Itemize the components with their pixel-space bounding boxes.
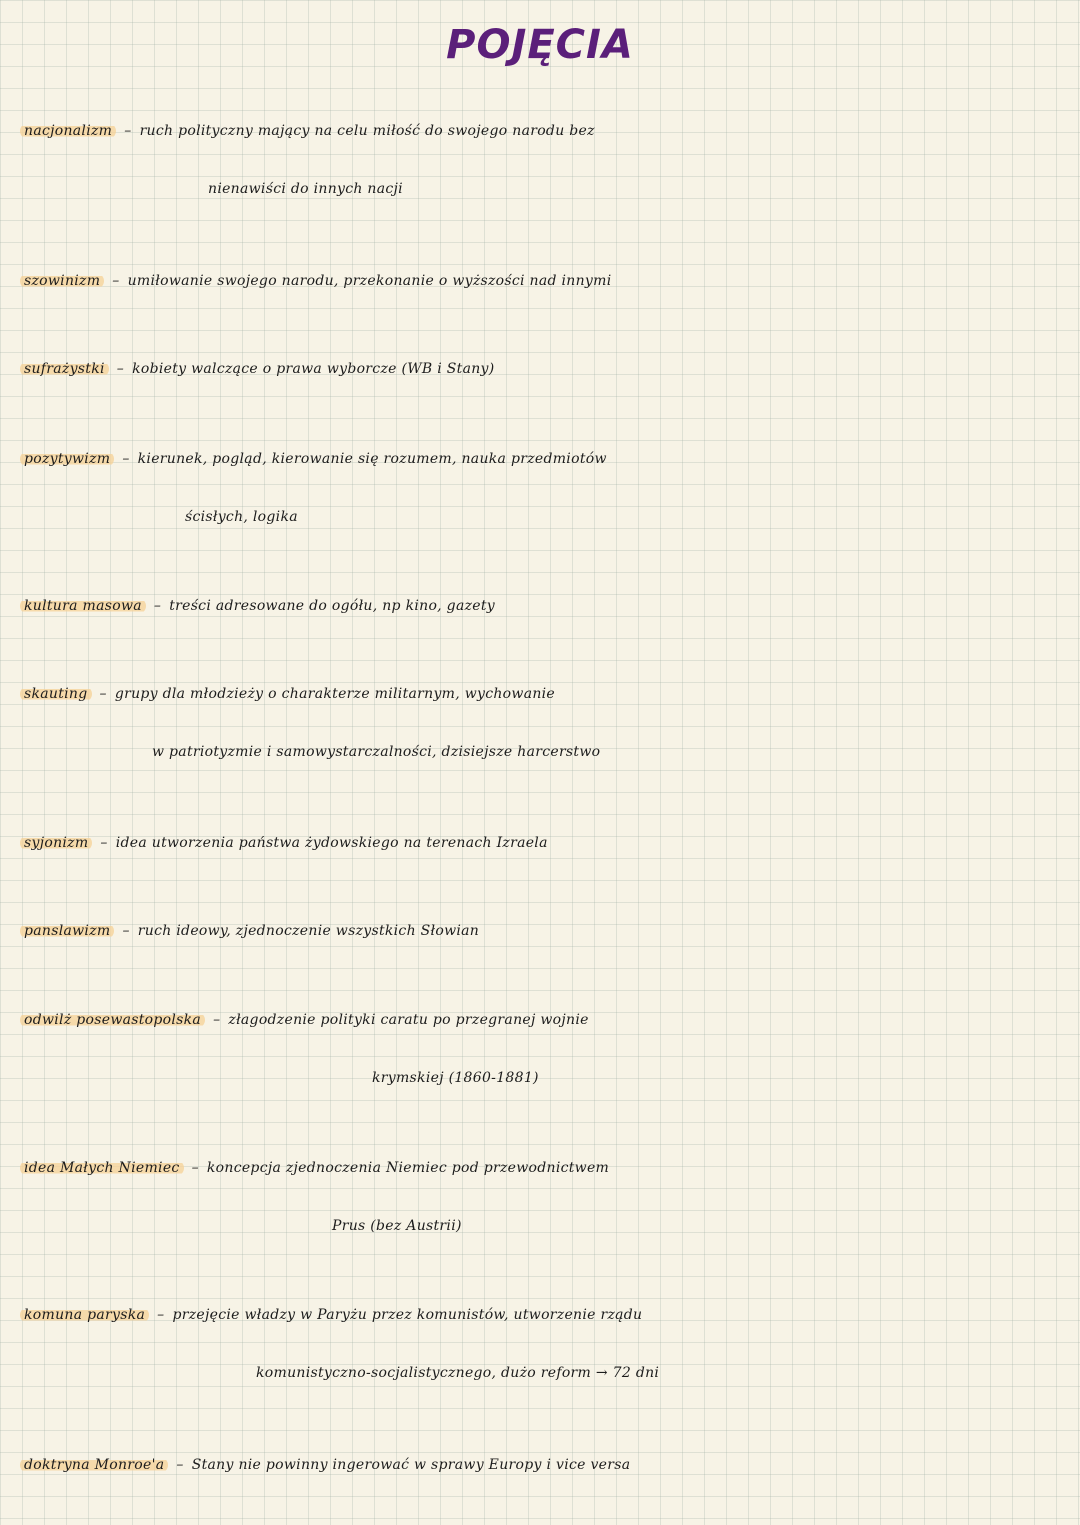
entry-term: nacjonalizm bbox=[20, 123, 116, 139]
entry-kultura-masowa bbox=[20, 577, 1065, 635]
entry-line-2: nienawiści do innych nacji bbox=[208, 181, 403, 197]
entry-doktryna-monroea bbox=[20, 1436, 1065, 1494]
entry-komuna-paryska bbox=[20, 1286, 1065, 1402]
entry-skauting bbox=[20, 665, 1065, 781]
entry-dash: – bbox=[124, 123, 132, 139]
entry-idea-malych-niemiec bbox=[20, 1139, 1065, 1255]
entry-line-1 bbox=[20, 1139, 1065, 1197]
entry-line-1 bbox=[20, 902, 1065, 960]
entry-line-1 bbox=[20, 814, 1065, 872]
entry-dash: – bbox=[99, 686, 107, 702]
entry-szowinizm bbox=[20, 252, 1065, 310]
entry-dash: – bbox=[122, 923, 130, 939]
entry-definition: Stany nie powinny ingerować w sprawy Europy i vice versa bbox=[191, 1457, 631, 1473]
entry-dash: – bbox=[191, 1160, 199, 1176]
entry-term: odwilż posewastopolska bbox=[20, 1012, 205, 1028]
entry-panslawizm bbox=[20, 902, 1065, 960]
entry-dash: – bbox=[112, 273, 120, 289]
entry-term: syjonizm bbox=[20, 835, 92, 851]
entry-nacjonalizm bbox=[20, 102, 1065, 218]
entry-term: komuna paryska bbox=[20, 1307, 149, 1323]
entry-line-1 bbox=[20, 430, 1065, 488]
entry-syjonizm bbox=[20, 814, 1065, 872]
entry-definition: ruch polityczny mający na celu miłość do swojego narodu bez bbox=[139, 123, 595, 139]
entry-definition: idea utworzenia państwa żydowskiego na terenach Izraela bbox=[115, 835, 548, 851]
entry-line-1 bbox=[20, 1436, 1065, 1494]
entry-dash: – bbox=[153, 598, 162, 614]
entry-line-2: ścisłych, logika bbox=[185, 509, 298, 525]
entry-line-2: w patriotyzmie i samowystarczalności, dzisiejsze harcerstwo bbox=[152, 744, 601, 760]
entry-definition: koncepcja zjednoczenia Niemiec pod przewodnictwem bbox=[206, 1160, 610, 1176]
entry-dash: – bbox=[116, 361, 125, 377]
entry-definition: umiłowanie swojego narodu, przekonanie o wyższości nad innymi bbox=[127, 273, 612, 289]
entry-line-1 bbox=[20, 102, 1065, 160]
entry-term: idea Małych Niemiec bbox=[20, 1160, 184, 1176]
entry-line-2: komunistyczno-socjalistycznego, dużo reform → 72 dni bbox=[256, 1365, 660, 1381]
entry-line-1 bbox=[20, 340, 1065, 398]
entry-definition: treści adresowane do ogółu, np kino, gazety bbox=[169, 598, 495, 614]
entry-pozytywizm bbox=[20, 430, 1065, 546]
entry-line-2: Prus (bez Austrii) bbox=[332, 1218, 462, 1234]
entry-term: szowinizm bbox=[20, 273, 104, 289]
entry-line-1 bbox=[20, 252, 1065, 310]
entry-definition: złagodzenie polityki caratu po przegranej wojnie bbox=[228, 1012, 589, 1028]
entry-dash: – bbox=[122, 451, 130, 467]
entry-dash: – bbox=[213, 1012, 221, 1028]
entry-definition: kierunek, pogląd, kierowanie się rozumem, nauka przedmiotów bbox=[137, 451, 607, 467]
entry-dash: – bbox=[176, 1457, 184, 1473]
entry-term: doktryna Monroe'a bbox=[20, 1457, 168, 1473]
entry-odwilz-posewastopolska bbox=[20, 991, 1065, 1107]
entry-term: kultura masowa bbox=[20, 598, 146, 614]
entry-definition: grupy dla młodzieży o charakterze militarnym, wychowanie bbox=[114, 686, 556, 702]
entry-definition: przejęcie władzy w Paryżu przez komunistów, utworzenie rządu bbox=[172, 1307, 643, 1323]
entry-sufrazystki bbox=[20, 340, 1065, 398]
entry-term: skauting bbox=[20, 686, 92, 702]
entry-line-1 bbox=[20, 991, 1065, 1049]
entry-definition: kobiety walczące o prawa wyborcze (WB i Stany) bbox=[132, 361, 495, 377]
entry-definition: ruch ideowy, zjednoczenie wszystkich Słowian bbox=[137, 923, 480, 939]
entry-dash: – bbox=[100, 835, 108, 851]
entry-term: pozytywizm bbox=[20, 451, 114, 467]
entry-line-1 bbox=[20, 577, 1065, 635]
entry-line-1 bbox=[20, 1286, 1065, 1344]
entry-line-1 bbox=[20, 665, 1065, 723]
entry-term: panslawizm bbox=[20, 923, 114, 939]
entry-dash: – bbox=[157, 1307, 165, 1323]
entry-line-2: krymskiej (1860-1881) bbox=[372, 1070, 539, 1086]
page-title: POJĘCIA bbox=[446, 22, 634, 68]
entry-term: sufrażystki bbox=[20, 361, 109, 377]
